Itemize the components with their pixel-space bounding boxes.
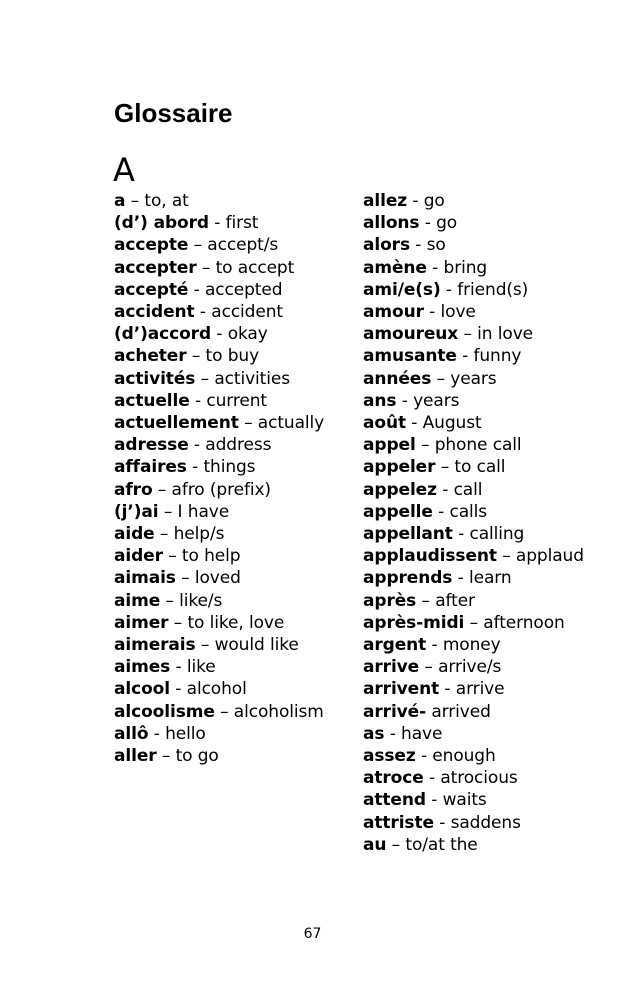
term-separator: – [435,457,455,478]
term-separator: - [148,723,166,744]
term-separator: – [458,324,478,345]
glossary-entry [114,323,354,345]
glossary-term: ans [363,390,397,411]
glossary-entry [363,257,603,279]
glossary-term: argent [363,635,427,656]
glossary-definition: bring [443,257,488,278]
glossary-definition: after [435,590,475,611]
glossary-term: aide [114,524,155,545]
glossary-definition: to/at the [405,834,478,855]
term-separator: - [436,479,454,500]
glossary-definition: years [450,368,497,389]
glossary-definition: okay [227,324,268,345]
glossary-term: (d’)accord [114,324,212,345]
glossary-term: amusante [363,346,457,367]
glossary-entry [114,634,354,656]
glossary-definition: alcohol [186,679,247,700]
term-separator: - [169,679,187,700]
glossary-definition: loved [194,568,241,589]
glossary-term: aider [114,546,163,567]
glossary-definition: accepted [204,279,283,300]
glossary-term: acheter [114,346,187,367]
glossary-definition: activities [214,368,290,389]
glossary-definition: I have [177,501,230,522]
glossary-term: applaudissent [363,546,497,567]
glossary-entry [363,812,603,834]
glossary-definition: calls [449,501,488,522]
glossary-term: amour [363,302,424,323]
glossary-definition: current [206,390,267,411]
glossary-definition: waits [442,790,487,811]
glossary-entry [114,456,354,478]
glossary-term: arrivé- [363,701,427,722]
glossary-entry [114,257,354,279]
glossary-entry [363,190,603,212]
glossary-definition: calling [469,524,525,545]
glossary-entry [363,723,603,745]
glossary-term: allez [363,191,408,211]
term-separator: – [415,435,435,456]
term-separator: – [496,546,516,567]
glossary-definition: friend(s) [457,279,529,300]
term-separator: - [384,723,402,744]
glossary-term: actuelle [114,390,190,411]
term-separator: – [195,635,215,656]
term-separator: – [125,191,145,211]
glossary-entry [363,567,603,589]
glossary-term: accepter [114,257,197,278]
glossary-term: (d’) abord [114,213,209,234]
glossary-entry [114,567,354,589]
term-separator: - [211,324,228,345]
glossary-definition: arrive/s [438,657,502,678]
glossary-entry [363,545,603,567]
term-separator: - [439,679,456,700]
glossary-term: appellant [363,524,453,545]
glossary-entry [363,323,603,345]
glossary-definition: to, at [144,191,189,211]
glossary-column-left [114,190,354,767]
glossary-term: ami/e(s) [363,279,441,300]
term-separator: – [431,368,451,389]
glossary-entry [363,634,603,656]
glossary-term: appel [363,435,416,456]
glossary-entry [363,501,603,523]
term-separator: - [396,390,414,411]
glossary-term: aimes [114,657,171,678]
term-separator: – [156,746,176,767]
glossary-definition: afro (prefix) [171,479,271,500]
glossary-definition: accept/s [207,235,279,256]
glossary-entry [114,590,354,612]
glossary-definition: love [440,302,476,323]
glossary-term: années [363,368,432,389]
glossary-term: appelle [363,501,433,522]
term-separator: – [419,657,439,678]
glossary-entry [114,345,354,367]
glossary-term: accepte [114,235,189,256]
glossary-term: assez [363,746,416,767]
glossary-entry [114,390,354,412]
glossary-term: aimerais [114,635,196,656]
glossary-term: as [363,723,385,744]
glossary-definition: help/s [173,524,225,545]
glossary-definition: in love [477,324,534,345]
glossary-entry [114,434,354,456]
term-separator: - [452,568,469,589]
glossary-entry [363,279,603,301]
glossary-entry [363,767,603,789]
term-separator: - [456,346,474,367]
glossary-entry [363,656,603,678]
glossary-term: (j’)ai [114,501,159,522]
glossary-entry [363,456,603,478]
glossary-entry [363,234,603,256]
term-separator: - [425,790,443,811]
glossary-entry [363,590,603,612]
glossary-entry [114,368,354,390]
glossary-entry [114,678,354,700]
term-separator: - [452,524,470,545]
glossary-term: allô [114,723,149,744]
glossary-definition: to help [181,546,241,567]
glossary-definition: afternoon [483,612,565,633]
glossary-term: affaires [114,457,187,478]
glossary-definition: call [453,479,483,500]
glossary-term: aime [114,590,161,611]
term-separator: – [188,235,208,256]
glossary-entry [363,434,603,456]
glossary-definition: actually [257,413,325,434]
term-separator: - [409,235,427,256]
glossary-definition: August [422,413,482,434]
term-separator: – [214,701,234,722]
glossary-term: après-midi [363,612,465,633]
glossary-entry [114,745,354,767]
term-separator: - [188,435,206,456]
glossary-definition: to call [454,457,506,478]
term-separator: - [188,279,205,300]
glossary-definition: learn [468,568,512,589]
glossary-term: attend [363,790,426,811]
glossary-entry [114,523,354,545]
glossary-definition: money [442,635,501,656]
glossary-entry [114,234,354,256]
glossary-term: amène [363,257,427,278]
glossary-definition: would like [214,635,299,656]
glossary-entry [363,479,603,501]
glossary-entry [363,678,603,700]
glossary-term: activités [114,368,196,389]
glossary-definition: arrived [431,701,491,722]
glossary-term: accepté [114,279,189,300]
glossary-entry [363,301,603,323]
term-separator: - [433,812,451,833]
glossary-term: actuellement [114,413,239,434]
glossary-definition: years [413,390,460,411]
glossary-term: attriste [363,812,434,833]
term-separator: – [238,413,258,434]
glossary-entry [363,612,603,634]
glossary-definition: atrocious [440,768,518,789]
glossary-entry [114,212,354,234]
glossary-term: appeler [363,457,436,478]
term-separator: - [194,302,212,323]
term-separator: – [175,568,195,589]
term-separator: – [186,346,206,367]
glossary-entry [363,345,603,367]
glossary-entry [114,190,354,212]
glossary-definition: alcoholism [233,701,324,722]
glossary-term: arrivent [363,679,440,700]
glossary-term: appelez [363,479,437,500]
glossary-entry [363,834,603,856]
glossary-definition: things [203,457,256,478]
glossary-entry [363,523,603,545]
glossary-entry [363,390,603,412]
term-separator: - [415,746,433,767]
term-separator: – [464,612,484,633]
term-separator: – [152,479,172,500]
glossary-entry [114,701,354,723]
section-letter: A [113,151,135,189]
glossary-entry [114,656,354,678]
term-separator: - [186,457,204,478]
glossary-term: afro [114,479,153,500]
term-separator: - [426,635,443,656]
glossary-definition: like/s [179,590,223,611]
glossary-entry [363,789,603,811]
glossary-entry [114,545,354,567]
term-separator: – [168,612,188,633]
glossary-entry [114,279,354,301]
glossary-entry [363,212,603,234]
term-separator: - [423,768,441,789]
glossary-definition: arrive [455,679,505,700]
glossary-definition: have [401,723,443,744]
term-separator: - [419,213,437,234]
glossary-column-right [363,190,603,856]
glossary-definition: saddens [450,812,521,833]
glossary-entry [114,479,354,501]
term-separator: – [162,546,182,567]
term-separator: - [189,390,207,411]
term-separator: - [170,657,187,678]
term-separator: - [407,191,424,211]
glossary-definition: to buy [205,346,260,367]
glossary-entry [363,412,603,434]
glossary-entry [114,301,354,323]
glossary-term: après [363,590,417,611]
glossary-entry [363,368,603,390]
glossary-term: aimer [114,612,169,633]
page-title: Glossaire [114,98,233,128]
term-separator: – [160,590,180,611]
glossary-term: au [363,834,387,855]
glossary-entry [363,701,603,723]
glossary-definition: to like, love [187,612,285,633]
term-separator: - [440,279,458,300]
glossary-term: a [114,191,126,211]
glossary-entry [363,745,603,767]
term-separator: – [158,501,178,522]
term-separator: - [405,413,423,434]
glossary-term: adresse [114,435,189,456]
glossary-term: arrive [363,657,420,678]
glossary-definition: hello [165,723,206,744]
glossary-definition: to accept [215,257,295,278]
glossary-definition: address [205,435,272,456]
glossary-term: alcool [114,679,170,700]
glossary-entry [114,612,354,634]
glossary-definition: like [186,657,216,678]
glossary-term: aimais [114,568,176,589]
glossary-term: atroce [363,768,424,789]
term-separator: – [154,524,174,545]
page-number: 67 [303,926,322,942]
glossary-term: apprends [363,568,453,589]
glossary-term: alors [363,235,410,256]
glossary-definition: go [436,213,458,234]
glossary-entry [114,501,354,523]
term-separator: – [386,834,406,855]
glossary-term: août [363,413,406,434]
glossary-definition: go [423,191,445,211]
glossary-definition: enough [432,746,496,767]
glossary-term: accident [114,302,195,323]
term-separator: - [432,501,450,522]
term-separator: - [423,302,441,323]
term-separator: – [416,590,436,611]
glossary-term: allons [363,213,420,234]
glossary-definition: to go [175,746,219,767]
glossary-definition: accident [211,302,283,323]
term-separator: – [195,368,215,389]
glossary-definition: applaud [515,546,584,567]
glossary-entry [114,412,354,434]
glossary-definition: funny [473,346,522,367]
glossary-term: alcoolisme [114,701,215,722]
glossary-definition: phone call [434,435,522,456]
term-separator: - [208,213,226,234]
glossary-term: amoureux [363,324,459,345]
glossary-term: aller [114,746,157,767]
glossary-entry [114,723,354,745]
glossary-definition: so [426,235,446,256]
term-separator: – [196,257,216,278]
term-separator: - [426,257,444,278]
glossary-definition: first [225,213,259,234]
